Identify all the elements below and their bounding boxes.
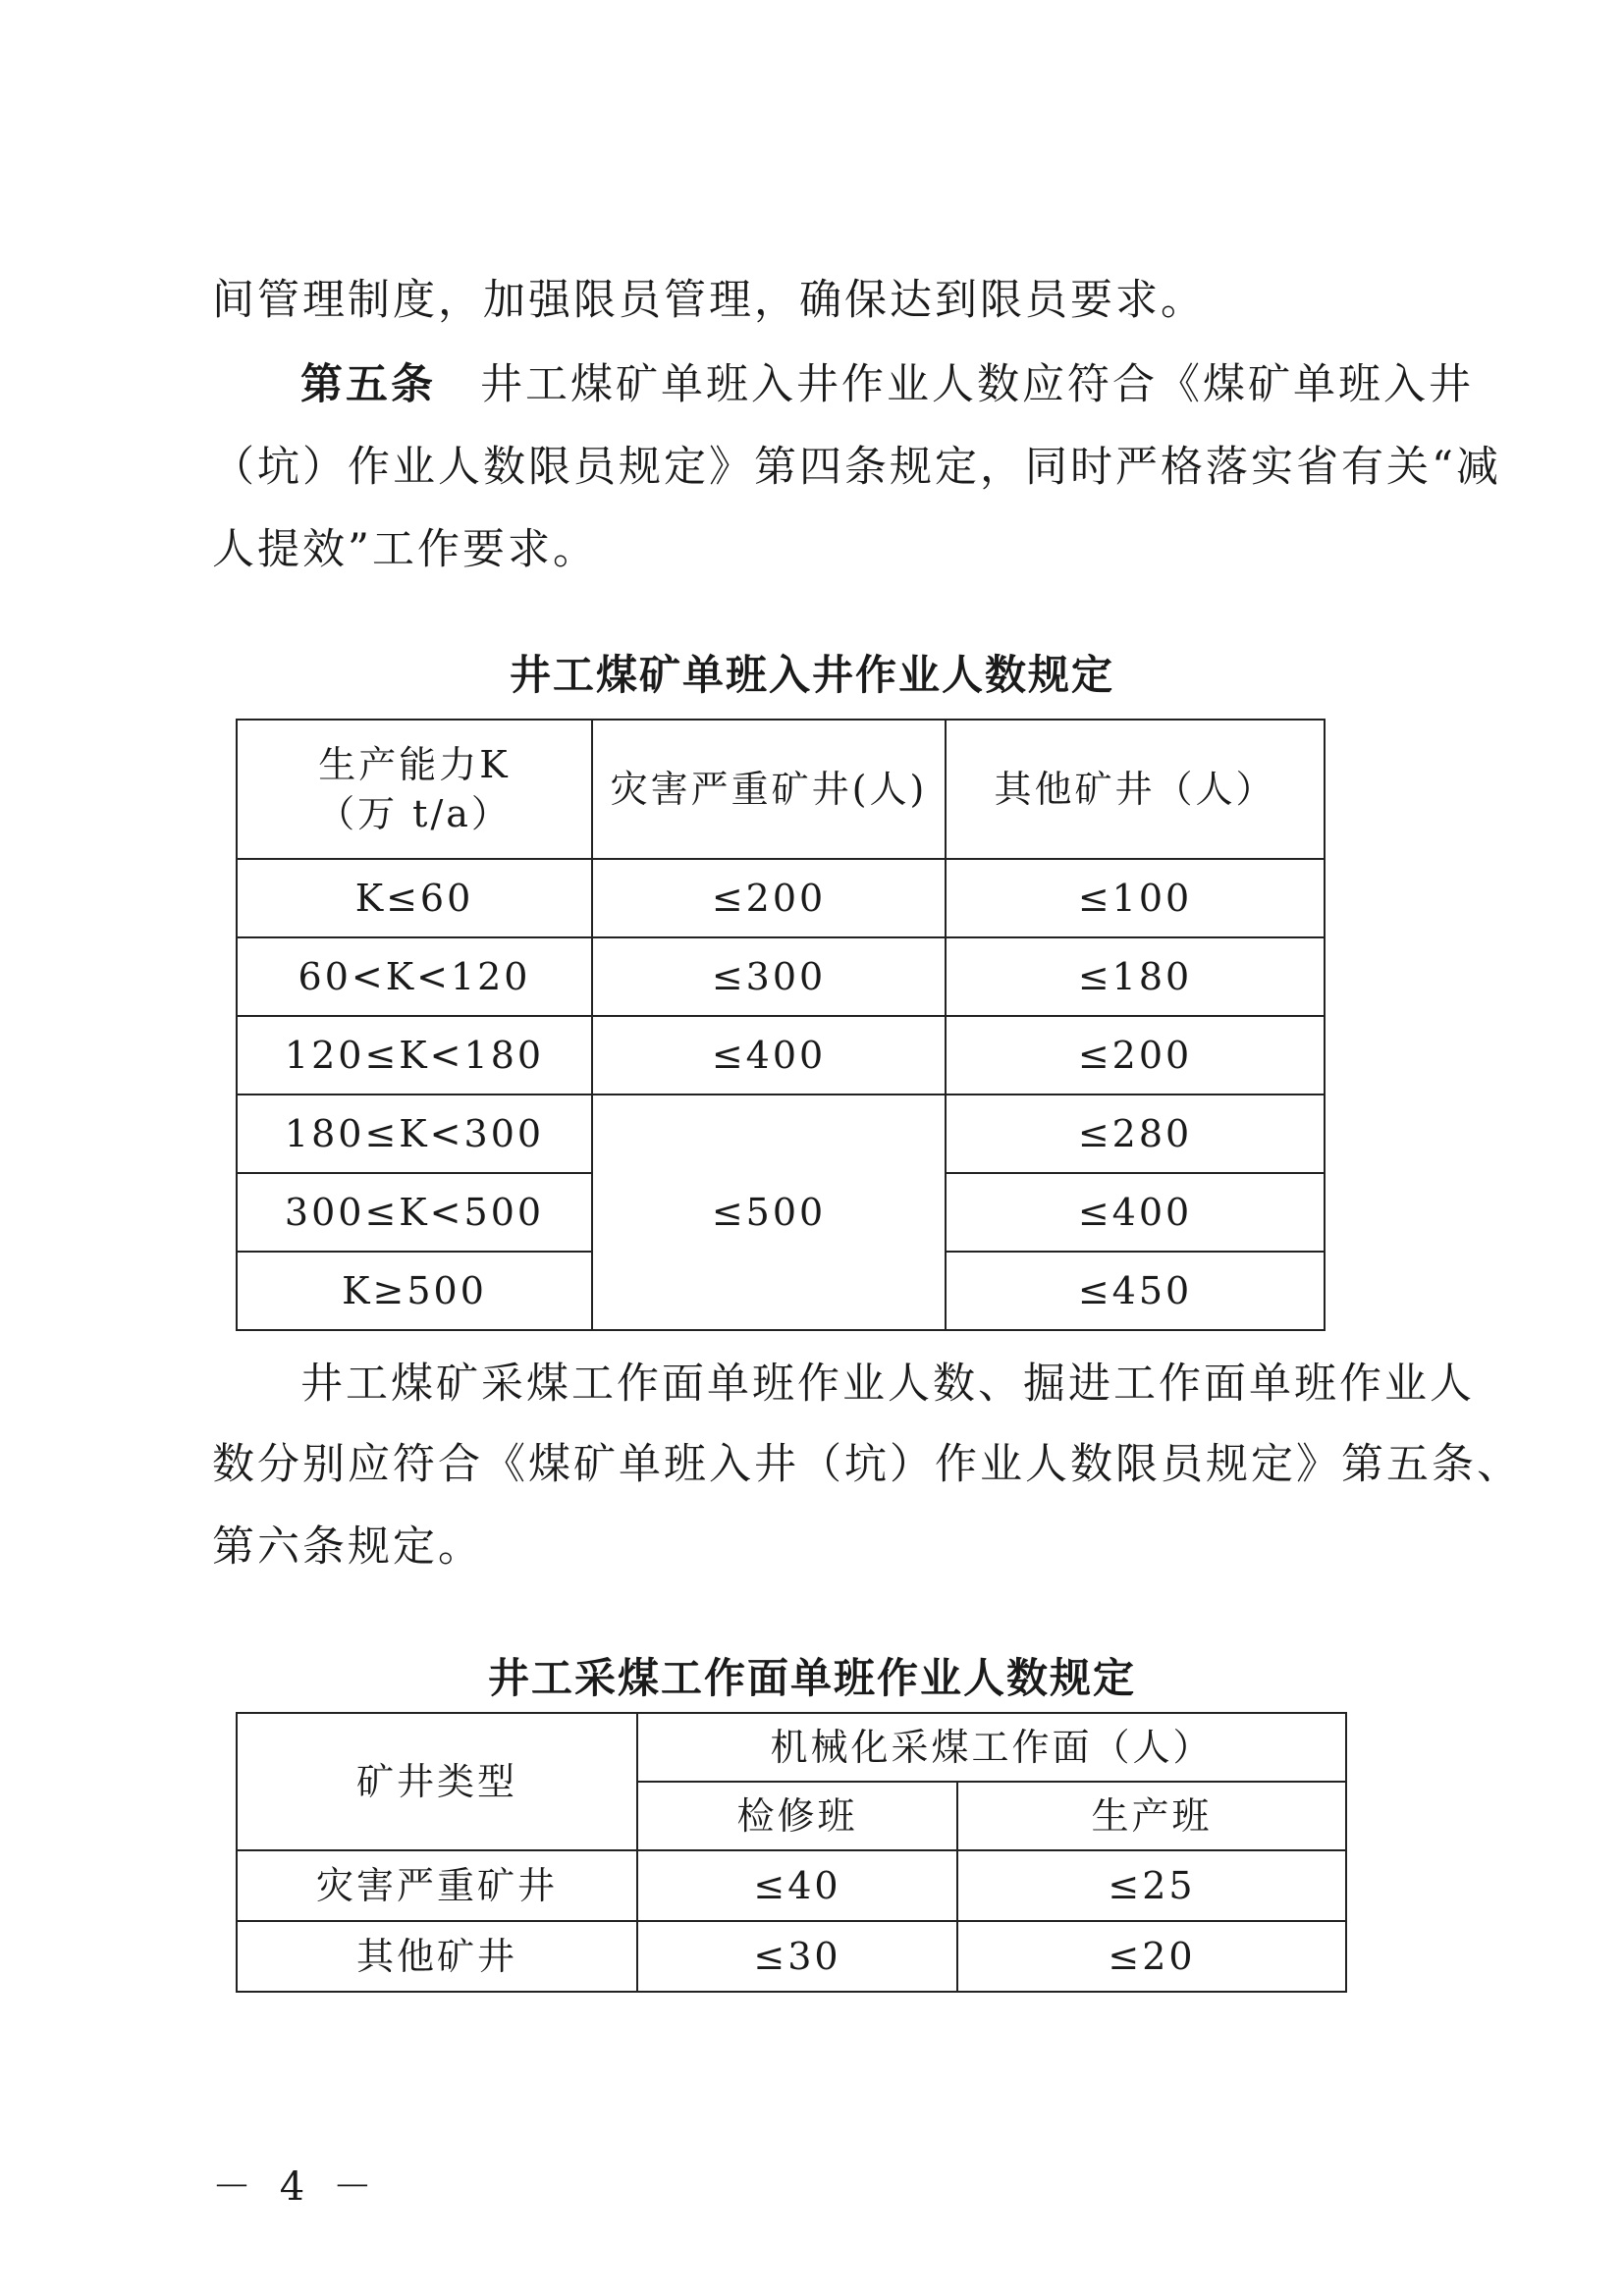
table2-cell: 灾害严重矿井	[237, 1850, 637, 1921]
table1-cell: ≤200	[946, 1016, 1325, 1095]
article-text: 井工煤矿单班入井作业人数应符合《煤矿单班入井	[480, 360, 1474, 409]
table1-header-other: 其他矿井（人）	[946, 720, 1325, 859]
table1-cell: 60<K<120	[237, 937, 592, 1016]
table1-cell: K≤60	[237, 859, 592, 937]
table2-header-mine-type: 矿井类型	[237, 1713, 637, 1850]
table1-title: 井工煤矿单班入井作业人数规定	[509, 651, 1114, 699]
table1	[236, 719, 1326, 1331]
table2-header-mechanized: 机械化采煤工作面（人）	[637, 1713, 1346, 1782]
table1-cell: ≤200	[592, 859, 946, 937]
table2-title: 井工采煤工作面单班作业人数规定	[487, 1654, 1136, 1702]
table1-cell: ≤450	[946, 1252, 1325, 1330]
table1-cell: 120≤K<180	[237, 1016, 592, 1095]
table2-cell: ≤30	[637, 1921, 957, 1992]
table1-cell: K≥500	[237, 1252, 592, 1330]
table1-header-capacity	[237, 720, 592, 859]
capacity-line-1: 生产能力K	[318, 743, 511, 786]
table2-header-production: 生产班	[957, 1782, 1346, 1850]
table1-cell: ≤100	[946, 859, 1325, 937]
table1-cell: 180≤K<300	[237, 1095, 592, 1173]
table1-cell: ≤180	[946, 937, 1325, 1016]
paragraph-line-4: 人提效”工作要求。	[212, 525, 598, 574]
table2-cell: ≤40	[637, 1850, 957, 1921]
table1-cell: ≤300	[592, 937, 946, 1016]
paragraph-line-2	[300, 355, 1474, 414]
table1-cell: ≤280	[946, 1095, 1325, 1173]
paragraph-line-6: 数分别应符合《煤矿单班入井（坑）作业人数限员规定》第五条、	[212, 1440, 1522, 1489]
table2-header-maintenance: 检修班	[637, 1782, 957, 1850]
table1-cell: 300≤K<500	[237, 1173, 592, 1252]
table2-cell: 其他矿井	[237, 1921, 637, 1992]
paragraph-line-5: 井工煤矿采煤工作面单班作业人数、掘进工作面单班作业人	[300, 1360, 1475, 1409]
paragraph-line-1: 间管理制度，加强限员管理，确保达到限员要求。	[212, 276, 1206, 325]
paragraph-line-3: （坑）作业人数限员规定》第四条规定，同时严格落实省有关“减	[212, 443, 1501, 492]
table2-cell: ≤20	[957, 1921, 1346, 1992]
capacity-line-2: （万 t/a）	[317, 792, 512, 835]
table1-merged-cell: ≤500	[592, 1095, 946, 1330]
table2	[236, 1712, 1347, 1993]
table2-cell: ≤25	[957, 1850, 1346, 1921]
article-label: 第五条	[300, 360, 436, 409]
table1-header-disaster: 灾害严重矿井(人)	[592, 720, 946, 859]
paragraph-line-7: 第六条规定。	[212, 1522, 483, 1572]
table1-cell: ≤400	[946, 1173, 1325, 1252]
table1-cell: ≤400	[592, 1016, 946, 1095]
page-number: － 4 －	[212, 2164, 380, 2210]
